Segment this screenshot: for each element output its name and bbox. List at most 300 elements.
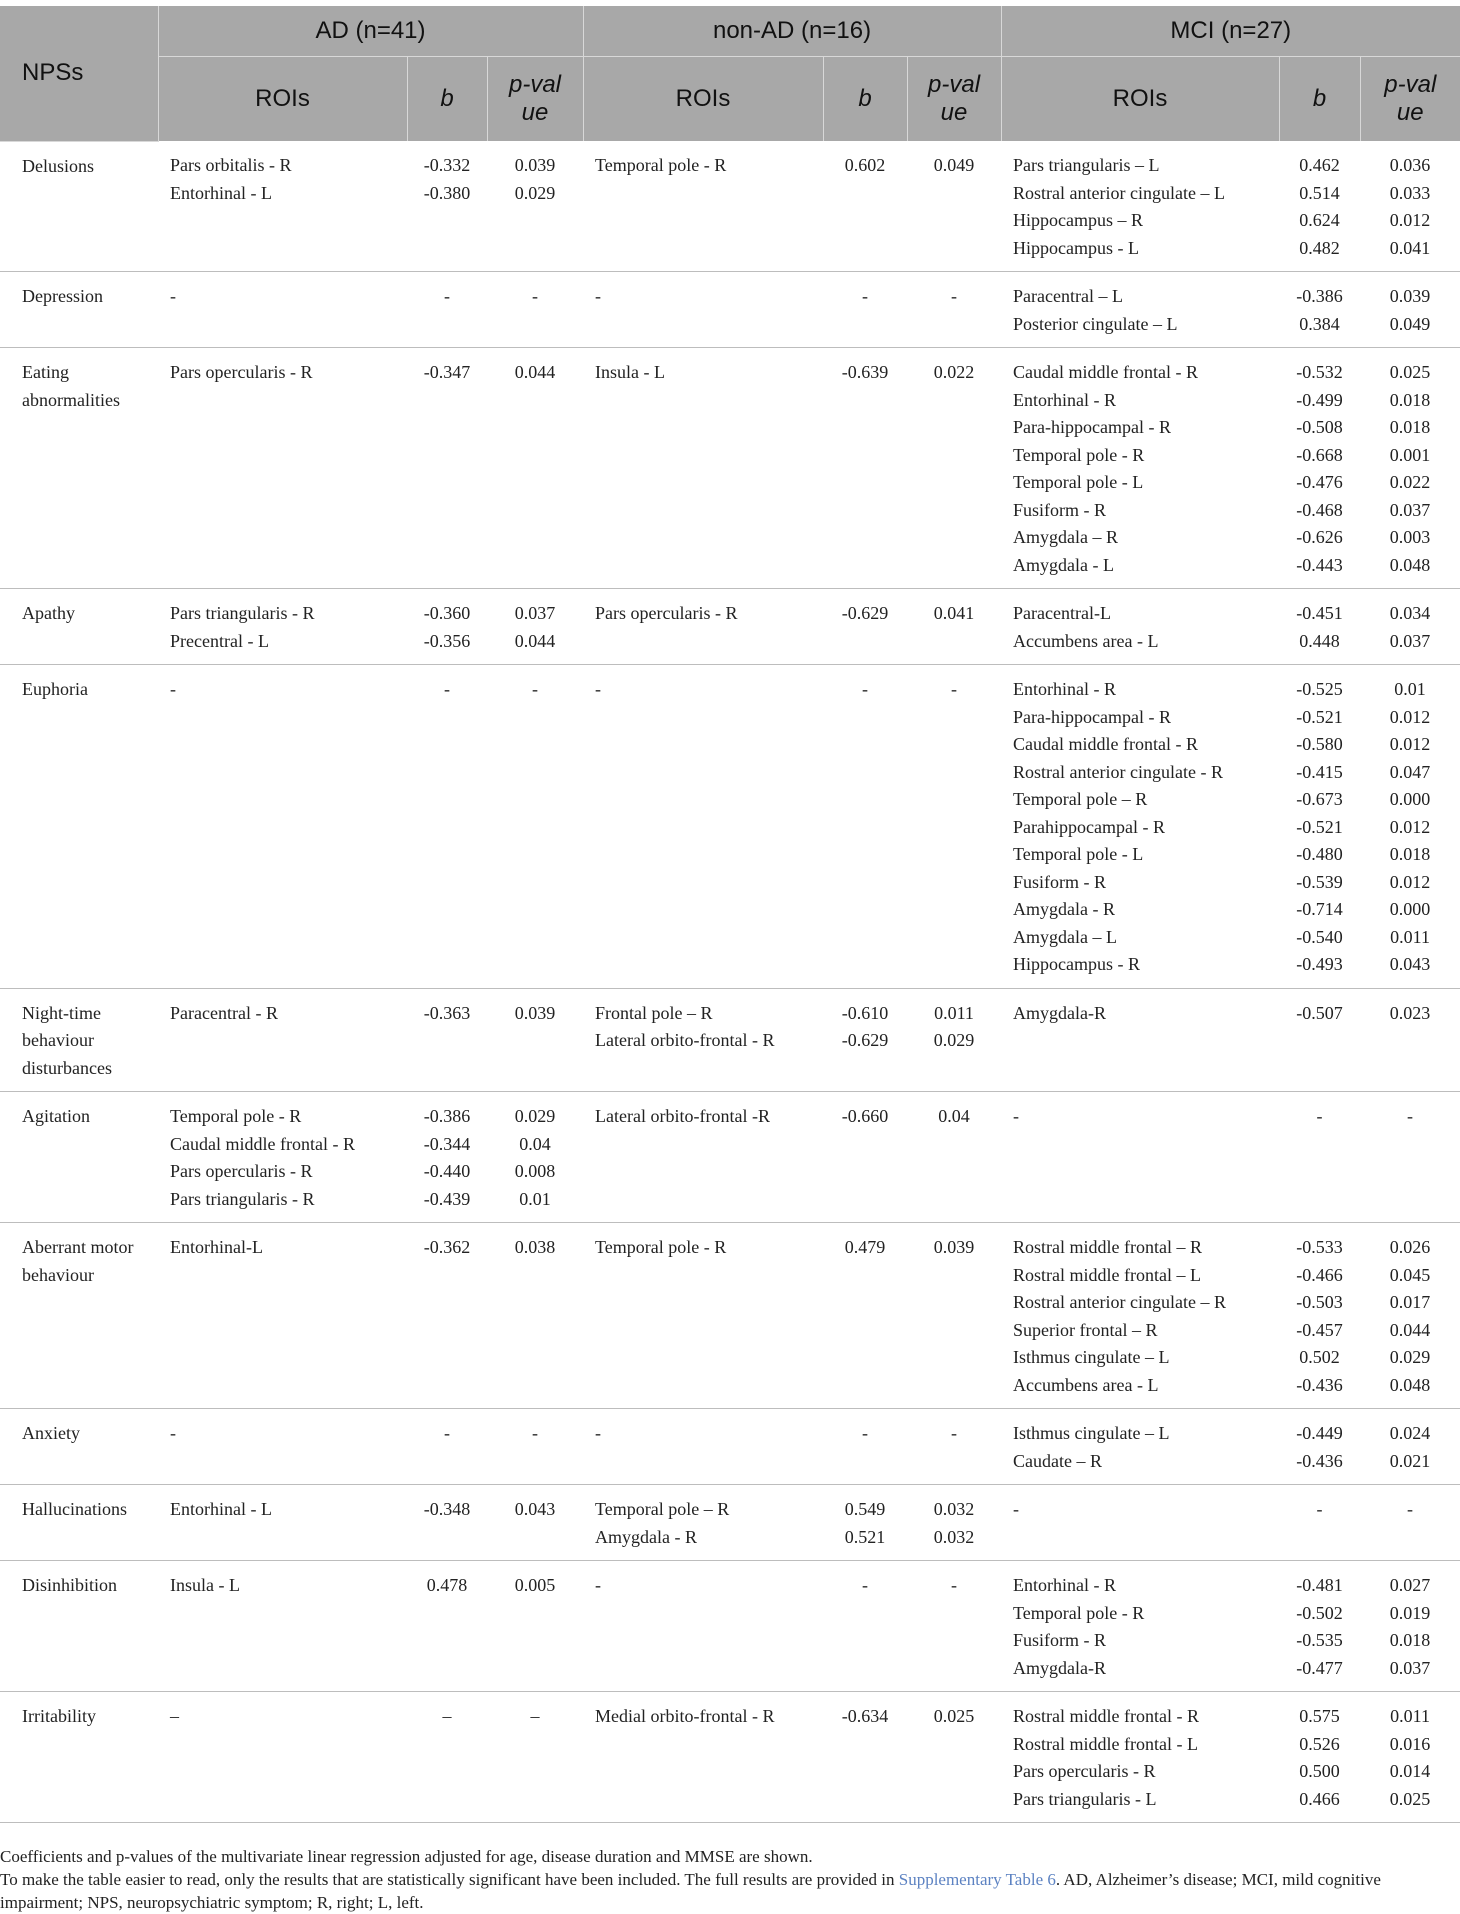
mci-b-value: -0.580 [1296,734,1343,754]
ad-p-value: 0.037 [514,603,556,623]
nonad-p-header-text: p-value [928,71,981,126]
nonad-b-value: -0.610 [841,1002,889,1023]
ad-b-cell [407,1092,487,1223]
ad-roi-header: ROIs [158,57,407,142]
mci-roi-value: Fusiform - R [1013,499,1107,520]
mci-roi-value: Accumbens area - L [1013,630,1159,651]
nonad-p-value: - [951,679,958,699]
mci-roi-cell [1001,589,1279,665]
ad-roi-value: Entorhinal - L [170,1499,272,1519]
nonad-b-value: -0.660 [841,1106,889,1126]
mci-b-value: -0.668 [1296,444,1343,465]
nonad-roi-cell [583,1692,823,1823]
nps-label: Depression [22,286,103,306]
ad-b-value: - [444,1423,450,1443]
ad-p-cell [487,1092,583,1223]
mci-p-value: 0.033 [1389,182,1431,203]
ad-roi-value: Entorhinal-L [170,1237,263,1257]
ad-b-header: b [407,57,487,142]
mci-roi-value: Pars triangularis – L [1013,155,1160,175]
mci-roi-value: Rostral middle frontal - L [1013,1733,1198,1754]
ad-p-value: - [532,679,538,699]
mci-roi-value: Temporal pole - L [1013,844,1144,864]
nonad-roi-value: - [595,286,602,306]
nonad-p-cell [907,1092,1001,1223]
table-row [0,1092,1460,1223]
ad-roi-value: Pars orbitalis - R [170,155,292,175]
mci-roi-value: Rostral middle frontal – L [1013,1264,1201,1285]
nps-cell [0,1692,158,1823]
ad-p-cell [487,665,583,989]
table-row [0,1485,1460,1561]
ad-p-value: 0.043 [514,1499,556,1519]
ad-p-value: 0.01 [519,1188,551,1209]
nonad-roi-value: Lateral orbito-frontal - R [595,1030,775,1050]
table-row [0,988,1460,1092]
nonad-p-value: - [951,286,958,306]
nonad-p-value: 0.029 [933,1030,975,1050]
ad-b-value: -0.362 [423,1237,471,1257]
nonad-b-cell [823,665,907,989]
mci-p-value: 0.044 [1389,1319,1431,1340]
mci-b-value: -0.466 [1296,1264,1343,1285]
mci-roi-value: Rostral anterior cingulate – L [1013,182,1225,203]
ad-p-value: 0.029 [514,1106,556,1126]
mci-p-value: 0.01 [1394,679,1426,699]
mci-p-value: 0.001 [1389,444,1431,465]
mci-b-cell [1279,988,1360,1092]
mci-roi-value: Temporal pole – R [1013,789,1148,809]
nonad-roi-value: - [595,1423,602,1443]
nps-label: Agitation [22,1106,90,1126]
mci-roi-value: Para-hippocampal - R [1013,417,1171,437]
mci-roi-value: Rostral middle frontal - R [1013,1706,1199,1726]
mci-roi-value: Pars triangularis - L [1013,1788,1157,1809]
mci-roi-value: Isthmus cingulate – L [1013,1347,1170,1367]
ad-roi-value: Paracentral - R [170,1002,278,1023]
mci-p-value: 0.041 [1389,237,1431,258]
nps-cell [0,1092,158,1223]
results-table-body [0,141,1460,1823]
mci-p-value: 0.043 [1389,954,1431,974]
mci-b-value: -0.521 [1296,706,1343,727]
mci-b-value: -0.507 [1296,1002,1343,1023]
nonad-b-value: -0.639 [841,362,889,382]
mci-b-cell [1279,589,1360,665]
mci-p-value: 0.027 [1389,1575,1431,1595]
mci-roi-cell [1001,272,1279,348]
ad-p-cell [487,1561,583,1692]
nonad-roi-value: Insula - L [595,362,665,382]
mci-roi-value: Parahippocampal - R [1013,816,1165,837]
ad-p-value: - [532,1423,538,1443]
ad-b-value: -0.380 [423,182,471,203]
nonad-roi-cell [583,589,823,665]
mci-b-value: -0.436 [1296,1450,1343,1471]
nonad-roi-cell [583,1561,823,1692]
mci-b-cell [1279,141,1360,272]
mci-p-value: 0.048 [1389,1374,1431,1395]
ad-b-cell [407,348,487,589]
nps-cell [0,1561,158,1692]
ad-roi-value: Insula - L [170,1575,240,1595]
ad-b-cell [407,272,487,348]
results-table [0,6,1460,1823]
mci-b-value: 0.575 [1299,1706,1340,1726]
mci-roi-value: Pars opercularis - R [1013,1761,1156,1781]
nonad-p-value: 0.039 [933,1237,975,1257]
mci-p-value: - [1407,1499,1414,1519]
mci-p-value: 0.037 [1389,630,1431,651]
mci-roi-cell [1001,988,1279,1092]
table-row [0,589,1460,665]
mci-p-value: 0.039 [1389,286,1431,306]
mci-b-value: 0.500 [1299,1761,1340,1781]
mci-roi-cell [1001,348,1279,589]
nps-label: Delusions [22,155,94,176]
ad-roi-cell [158,1561,407,1692]
nonad-b-cell [823,1692,907,1823]
footnote-2 [0,1868,1460,1914]
nonad-b-cell [823,272,907,348]
table-row [0,1409,1460,1485]
nonad-b-cell [823,1485,907,1561]
mci-b-value: 0.448 [1299,630,1340,651]
ad-roi-cell [158,665,407,989]
nonad-p-value: 0.032 [933,1499,975,1519]
mci-b-value: -0.451 [1296,603,1343,623]
mci-p-value: 0.012 [1389,210,1431,230]
mci-roi-value: Caudate – R [1013,1450,1102,1471]
mci-roi-value: Amygdala – L [1013,926,1117,947]
mci-b-value: 0.482 [1299,237,1340,258]
mci-p-value: - [1407,1106,1414,1126]
nonad-roi-value: Pars opercularis - R [595,603,738,623]
nonad-roi-value: Temporal pole - R [595,155,727,175]
table-row [0,1561,1460,1692]
ad-p-header-text: p-value [508,71,562,126]
ad-roi-value: Precentral - L [170,630,269,651]
ad-p-cell [487,1485,583,1561]
nps-cell [0,272,158,348]
mci-b-value: -0.533 [1296,1237,1343,1257]
mci-roi-value: Caudal middle frontal - R [1013,734,1198,754]
mci-b-value: -0.499 [1296,389,1343,410]
mci-b-value: -0.443 [1296,554,1343,575]
nonad-b-cell [823,1409,907,1485]
mci-roi-cell [1001,665,1279,989]
mci-p-cell [1360,1092,1460,1223]
footnote-1: Coefficients and p-values of the multivariate linear regression adjusted for age, disease duration and MMSE are shown. [0,1847,813,1866]
mci-p-cell [1360,665,1460,989]
nonad-b-value: 0.549 [844,1499,886,1519]
mci-roi-value: Superior frontal – R [1013,1319,1158,1340]
nps-cell [0,1223,158,1409]
nonad-p-cell [907,1692,1001,1823]
nonad-b-cell [823,589,907,665]
table-row [0,1223,1460,1409]
nonad-p-value: 0.049 [933,155,975,175]
mci-b-cell [1279,1092,1360,1223]
mci-b-value: 0.502 [1299,1347,1340,1367]
mci-roi-cell [1001,1692,1279,1823]
nps-header: NPSs [0,6,158,141]
nonad-roi-cell [583,1409,823,1485]
mci-p-value: 0.049 [1389,313,1431,334]
nonad-p-value: 0.025 [933,1706,975,1726]
nonad-p-value: 0.04 [938,1106,970,1126]
mci-roi-value: Hippocampus - L [1013,237,1139,258]
mci-b-cell [1279,665,1360,989]
nonad-p-cell [907,1409,1001,1485]
mci-p-value: 0.014 [1389,1761,1431,1781]
mci-p-value: 0.000 [1389,899,1431,919]
ad-b-cell [407,1409,487,1485]
table-row [0,1692,1460,1823]
mci-b-header: b [1279,57,1360,142]
footnote-2-text-b: . AD, Alzheimer’s disease; MCI, mild cognitive impairment; NPS, neuropsychiatric symptom; R, right; L, left. [0,1870,1381,1912]
mci-b-value: -0.539 [1296,871,1343,892]
mci-roi-value: Rostral anterior cingulate – R [1013,1292,1226,1312]
mci-p-value: 0.018 [1389,417,1431,437]
mci-b-value: -0.415 [1296,761,1343,782]
ad-p-value: 0.044 [514,362,556,382]
nonad-p-cell [907,1223,1001,1409]
ad-p-value: 0.039 [514,155,556,175]
ad-b-value: - [444,286,450,306]
mci-roi-value: Accumbens area - L [1013,1374,1159,1395]
ad-p-cell [487,589,583,665]
ad-p-header [487,57,583,142]
ad-b-value: -0.363 [423,1002,471,1023]
mci-roi-value: Caudal middle frontal - R [1013,362,1198,382]
mci-p-value: 0.012 [1389,871,1431,892]
ad-b-cell [407,988,487,1092]
mci-b-value: -0.532 [1296,362,1343,382]
supplementary-table-link[interactable]: Supplementary Table 6 [898,1870,1056,1889]
nonad-b-value: 0.521 [844,1526,886,1547]
mci-p-cell [1360,1223,1460,1409]
mci-b-value: -0.449 [1296,1423,1343,1443]
nps-cell [0,348,158,589]
mci-p-value: 0.025 [1389,1788,1431,1809]
ad-b-cell [407,1485,487,1561]
ad-p-cell [487,1223,583,1409]
nonad-p-cell [907,272,1001,348]
ad-b-value: -0.440 [423,1161,471,1181]
nonad-roi-value: Temporal pole – R [595,1499,730,1519]
nps-label: Aberrant motor behaviour [22,1237,134,1285]
ad-roi-cell [158,348,407,589]
mci-b-value: 0.384 [1299,313,1340,334]
mci-p-cell [1360,1485,1460,1561]
ad-roi-cell [158,1223,407,1409]
nonad-p-cell [907,1561,1001,1692]
ad-roi-cell [158,141,407,272]
nonad-roi-cell [583,272,823,348]
ad-p-value: – [530,1706,540,1726]
mci-p-value: 0.025 [1389,362,1431,382]
nps-cell [0,988,158,1092]
ad-b-cell [407,1223,487,1409]
mci-p-value: 0.036 [1389,155,1431,175]
mci-roi-value: Rostral middle frontal – R [1013,1237,1202,1257]
table-footnotes [0,1845,1460,1914]
table-row [0,272,1460,348]
mci-p-cell [1360,141,1460,272]
ad-b-value: 0.478 [426,1575,468,1595]
mci-roi-value: Hippocampus – R [1013,210,1144,230]
mci-p-value: 0.024 [1389,1423,1431,1443]
mci-p-cell [1360,1409,1460,1485]
nps-cell [0,141,158,272]
mci-b-value: -0.508 [1296,417,1343,437]
mci-b-value: -0.493 [1296,954,1343,974]
ad-roi-value: Pars opercularis - R [170,1161,313,1181]
ad-p-value: 0.008 [514,1161,556,1181]
nonad-p-cell [907,988,1001,1092]
mci-p-value: 0.045 [1389,1264,1431,1285]
ad-p-value: 0.044 [514,630,556,651]
mci-roi-cell [1001,1223,1279,1409]
mci-b-cell [1279,1409,1360,1485]
ad-b-value: -0.347 [423,362,471,382]
nonad-p-cell [907,1485,1001,1561]
nonad-p-cell [907,589,1001,665]
footnote-2-text-a: To make the table easier to read, only the results that are statistically significant have been included. The full results are provided in [0,1870,899,1889]
group-header-nonad: non-AD (n=16) [583,6,1001,57]
mci-p-value: 0.023 [1389,1002,1431,1023]
nonad-p-header [907,57,1001,142]
ad-p-value: 0.038 [514,1237,556,1257]
nonad-b-cell [823,1223,907,1409]
mci-roi-value: Fusiform - R [1013,1630,1107,1650]
nps-cell [0,665,158,989]
mci-p-value: 0.011 [1390,1706,1430,1726]
nps-cell [0,1409,158,1485]
mci-p-value: 0.018 [1389,389,1431,410]
mci-p-header-text: p-value [1384,71,1437,126]
mci-b-value: -0.468 [1296,499,1343,520]
mci-p-value: 0.019 [1389,1602,1431,1623]
ad-b-value: -0.344 [423,1133,471,1154]
nonad-roi-value: Amygdala - R [595,1526,697,1547]
nonad-b-cell [823,348,907,589]
mci-p-cell [1360,1561,1460,1692]
ad-b-value: -0.386 [423,1106,471,1126]
mci-p-value: 0.021 [1389,1450,1431,1471]
mci-b-value: -0.436 [1296,1374,1343,1395]
mci-p-value: 0.047 [1389,761,1431,782]
mci-b-value: 0.462 [1299,155,1340,175]
mci-b-value: 0.466 [1299,1788,1340,1809]
mci-b-value: -0.535 [1296,1630,1343,1650]
mci-b-value: -0.714 [1296,899,1343,919]
nonad-p-value: 0.011 [934,1002,974,1023]
mci-p-cell [1360,272,1460,348]
group-header-mci: MCI (n=27) [1001,6,1460,57]
nonad-b-value: - [862,286,869,306]
nonad-roi-cell [583,1092,823,1223]
mci-roi-value: Entorhinal - R [1013,679,1116,699]
mci-p-value: 0.016 [1389,1733,1431,1754]
table-row [0,665,1460,989]
mci-p-value: 0.012 [1389,816,1431,837]
nonad-b-header: b [823,57,907,142]
ad-p-cell [487,272,583,348]
ad-roi-value: – [170,1706,179,1726]
nonad-p-cell [907,348,1001,589]
ad-roi-value: Caudal middle frontal - R [170,1133,355,1154]
nonad-p-value: 0.022 [933,362,975,382]
group-header-ad: AD (n=41) [158,6,583,57]
nonad-p-cell [907,141,1001,272]
mci-p-value: 0.000 [1389,789,1431,809]
nonad-b-cell [823,141,907,272]
ad-roi-cell [158,589,407,665]
mci-roi-value: Entorhinal - R [1013,389,1116,410]
mci-b-value: -0.457 [1296,1319,1343,1340]
ad-b-value: -0.332 [423,155,471,175]
mci-roi-cell [1001,1409,1279,1485]
nonad-roi-cell [583,665,823,989]
nonad-p-value: 0.041 [933,603,975,623]
ad-roi-cell [158,272,407,348]
table-row [0,141,1460,272]
mci-roi-value: Amygdala - R [1013,899,1115,919]
ad-p-cell [487,988,583,1092]
mci-roi-value: Posterior cingulate – L [1013,313,1178,334]
ad-b-cell [407,1561,487,1692]
nps-cell [0,1485,158,1561]
ad-p-cell [487,1409,583,1485]
ad-roi-value: Entorhinal - L [170,182,272,203]
ad-b-value: -0.439 [423,1188,471,1209]
mci-roi-value: Hippocampus - R [1013,954,1140,974]
mci-p-cell [1360,589,1460,665]
nonad-p-cell [907,665,1001,989]
ad-roi-value: Pars opercularis - R [170,362,313,382]
nonad-roi-cell [583,141,823,272]
nps-label: Eating abnormalities [22,362,120,410]
mci-b-value: -0.540 [1296,926,1343,947]
mci-b-value: 0.514 [1299,182,1340,203]
ad-b-value: -0.356 [423,630,471,651]
nonad-roi-cell [583,348,823,589]
table-row [0,348,1460,589]
ad-p-value: 0.029 [514,182,556,203]
mci-p-value: 0.022 [1389,472,1431,492]
mci-p-value: 0.012 [1389,734,1431,754]
nonad-b-value: -0.634 [841,1706,889,1726]
mci-p-cell [1360,1692,1460,1823]
mci-b-value: - [1316,1106,1323,1126]
mci-p-value: 0.037 [1389,1657,1431,1678]
ad-roi-cell [158,1692,407,1823]
nonad-roi-value: Temporal pole - R [595,1237,727,1257]
mci-roi-value: Amygdala-R [1013,1002,1106,1023]
nonad-b-value: -0.629 [841,1030,889,1050]
ad-b-cell [407,589,487,665]
mci-b-value: 0.624 [1299,210,1340,230]
nonad-b-cell [823,1561,907,1692]
mci-roi-value: Entorhinal - R [1013,1575,1116,1595]
mci-roi-value: Isthmus cingulate – L [1013,1423,1170,1443]
nonad-roi-cell [583,988,823,1092]
mci-b-value: -0.673 [1296,789,1343,809]
ad-b-cell [407,665,487,989]
mci-b-cell [1279,1561,1360,1692]
